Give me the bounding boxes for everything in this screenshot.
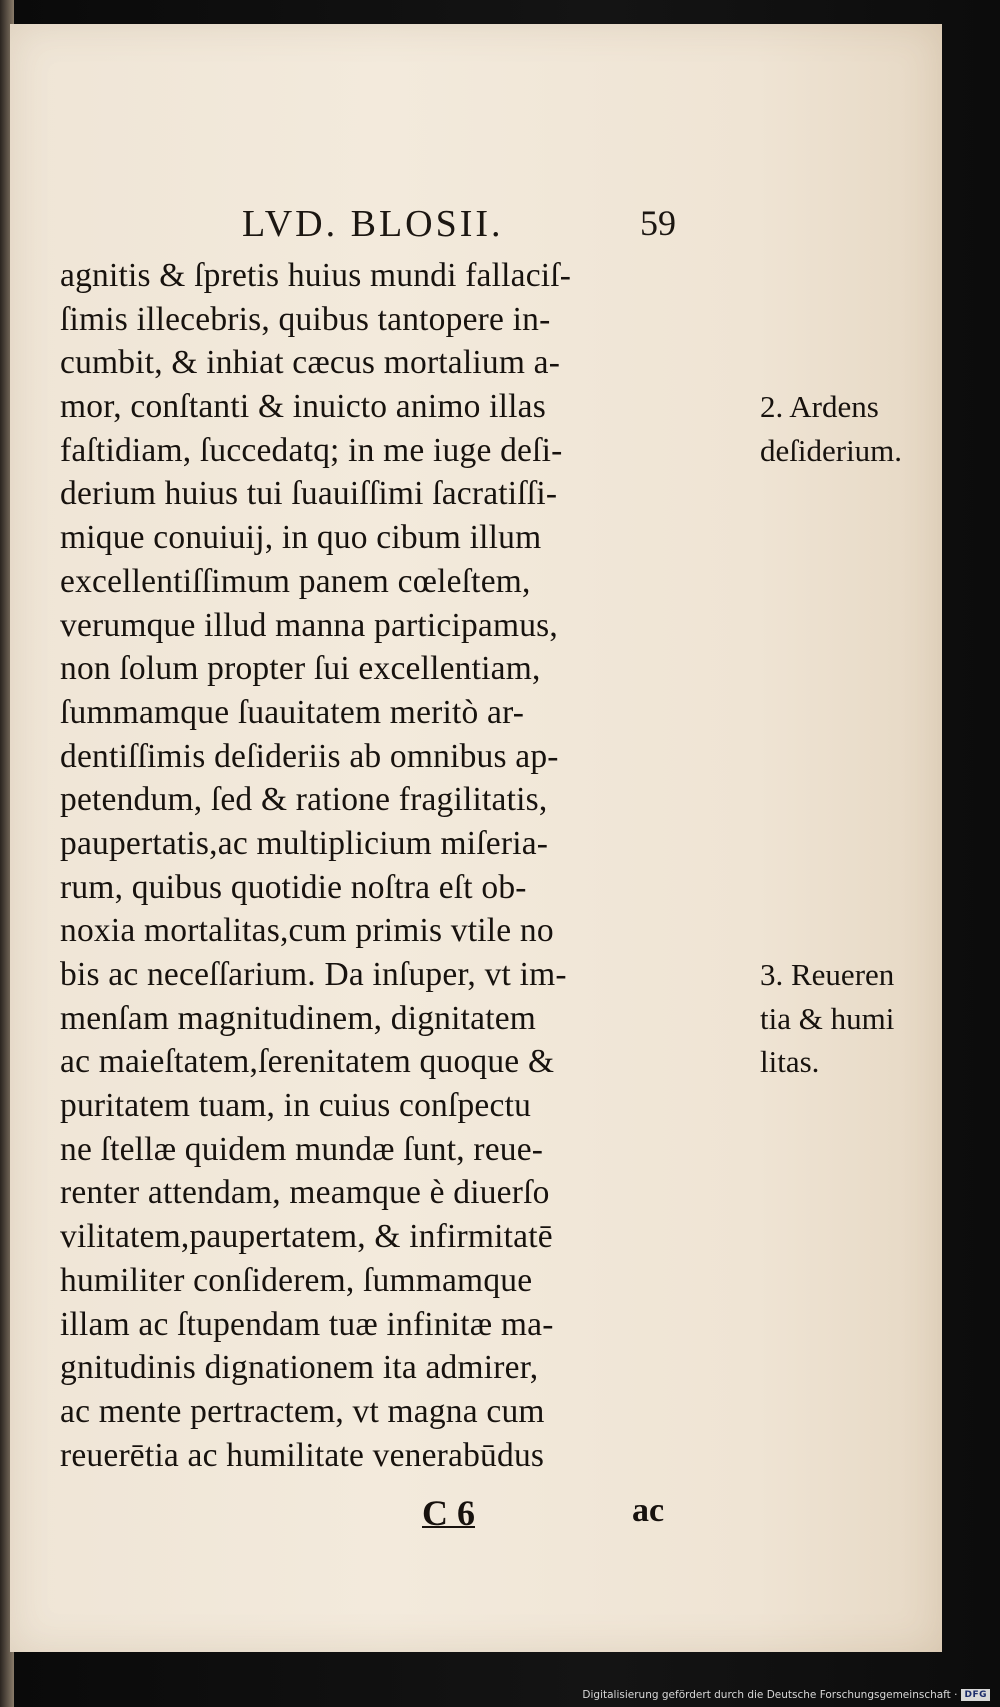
page-header [10,202,942,252]
text-line: ſummamque ſuauitatem meritò ar- [60,693,525,731]
text-line: puritatem tuam, in cuius conſpectu [60,1087,532,1125]
text-line: mique conuiuij, in quo cibum illum [60,519,542,557]
margin-note-line: deſiderium. [760,432,903,468]
catchword: ac [632,1492,665,1529]
dfg-logo-icon: DFG [961,1689,990,1701]
book-page [10,24,942,1652]
text-line: derium huius tui ſuauiſſimi ſacratiſſi- [60,475,558,513]
margin-note-line: tia & humi [760,1000,895,1036]
margin-note-line: 3. Reueren [760,957,895,992]
margin-note-line: 2. Ardens [760,389,879,424]
text-line: vilitatem,paupertatem, & infirmitatē [60,1218,553,1256]
text-line: petendum, ſed & ratione fragilitatis, [60,781,548,819]
text-line: faſtidiam, ſuccedatq; in me iuge deſi- [60,431,563,469]
text-line: bis ac neceſſarium. Da inſuper, vt im- [60,956,567,993]
margin-note-line: litas. [760,1044,820,1080]
digitization-credit [582,1689,990,1701]
page-footer [10,1492,942,1552]
text-line: ac mente pertractem, vt magna cum [60,1392,545,1430]
text-line: menſam magnitudinem, dignitatem [60,999,537,1037]
text-line: gnitudinis dignationem ita admirer, [60,1349,539,1387]
page-number: 59 [640,203,676,243]
margin-note-reverentia [760,953,894,1084]
credit-text: Digitalisierung gefördert durch die Deutsche Forschungsgemeinschaft · [582,1689,958,1701]
main-text-block [60,254,903,1477]
signature-mark: C 6 [422,1493,475,1533]
text-line: excellentiſſimum panem cœleſtem, [60,562,531,600]
text-line: noxia mortalitas,cum primis vtile no [60,912,554,950]
text-line: cumbit, & inhiat cæcus mortalium a- [60,344,561,382]
text-line: ſimis illecebris, quibus tantopere in- [60,300,551,338]
text-line: ac maieſtatem,ſerenitatem quoque & [60,1043,555,1081]
text-line: mor, conſtanti & inuicto animo illas [60,388,546,426]
text-line: agnitis & ſpretis huius mundi fallaciſ- [60,257,572,294]
text-line: non ſolum propter ſui excellentiam, [60,650,541,688]
text-line: verumque illud manna participamus, [60,606,558,644]
text-line: humiliter conſiderem, ſummamque [60,1261,533,1299]
text-line: dentiſſimis deſideriis ab omnibus ap- [60,737,559,775]
running-head: LVD. BLOSII. [242,203,504,245]
margin-note-ardens [760,385,902,472]
text-line: rum, quibus quotidie noſtra eſt ob- [60,868,527,906]
text-line: ne ſtellæ quidem mundæ ſunt, reue- [60,1130,544,1168]
text-line: illam ac ſtupendam tuæ infinitæ ma- [60,1305,554,1343]
text-line: paupertatis,ac multiplicium miſeria- [60,824,549,862]
text-line: reuerētia ac humilitate venerabūdus [60,1436,545,1474]
text-line: renter attendam, meamque è diuerſo [60,1174,550,1212]
